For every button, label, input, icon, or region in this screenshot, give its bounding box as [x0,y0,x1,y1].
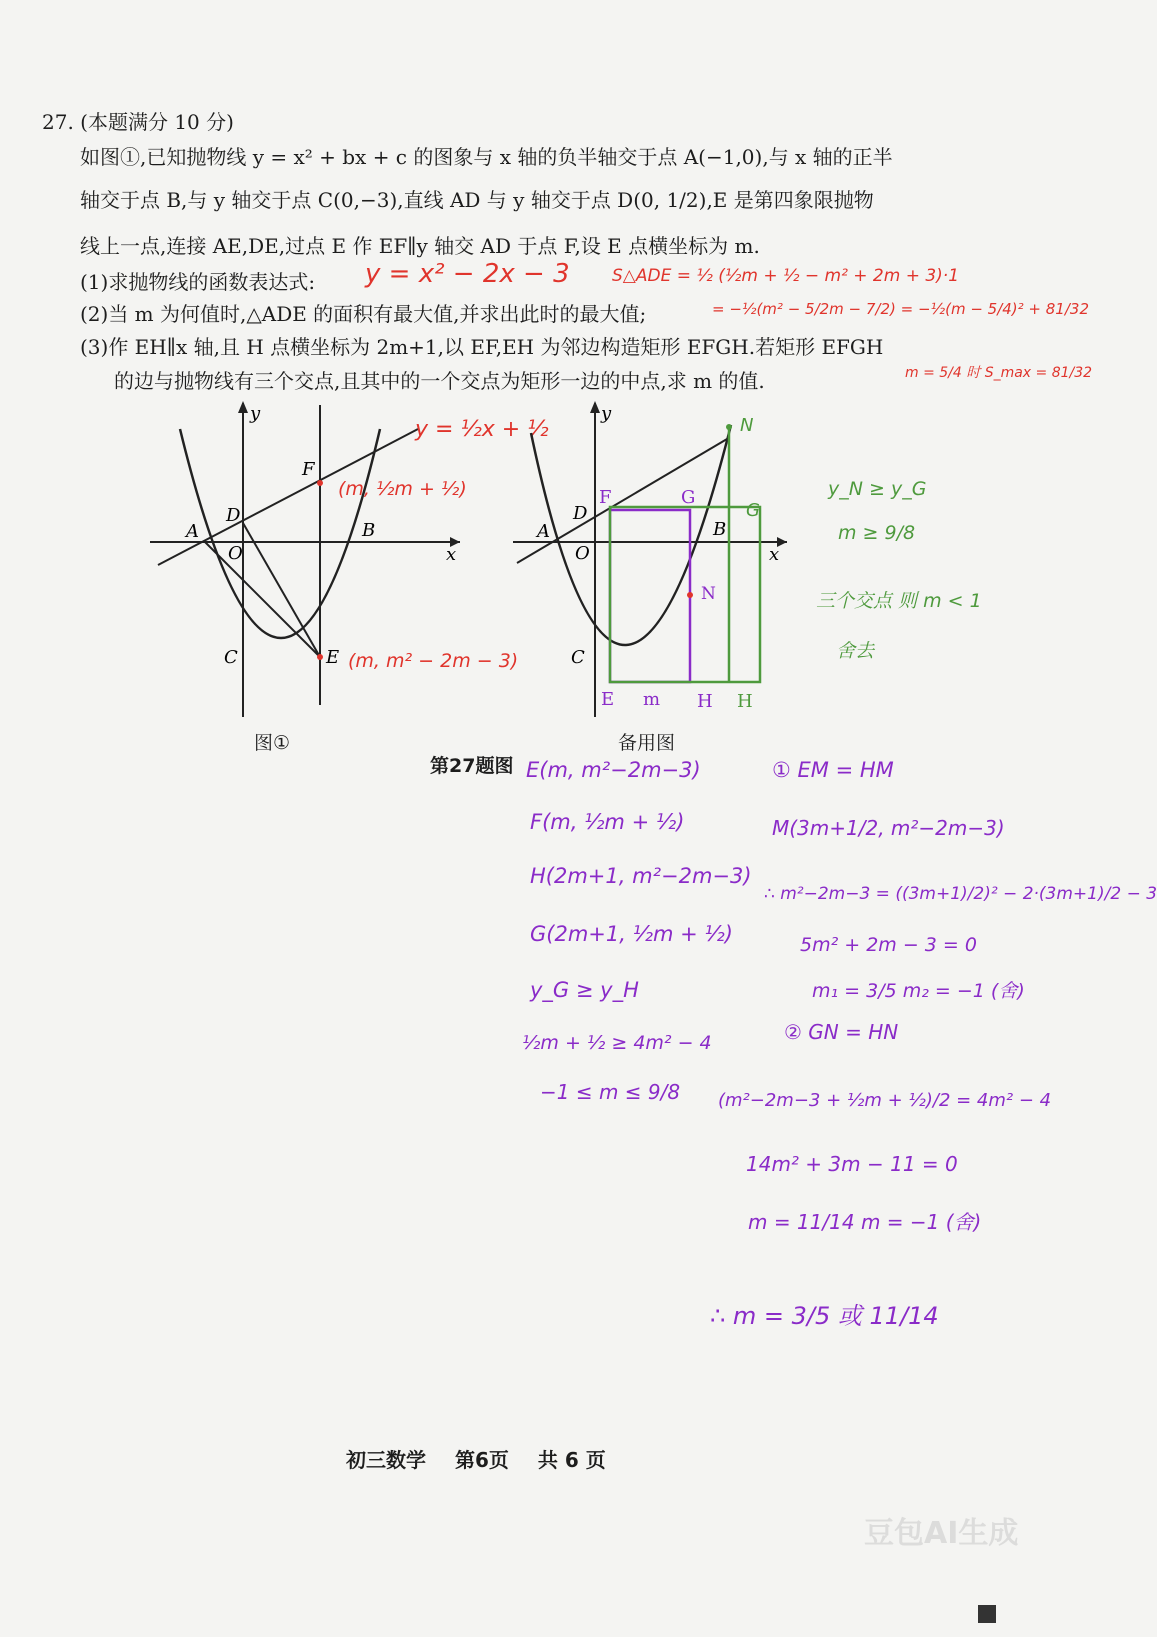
purple-right-4: 5m² + 2m − 3 = 0 [800,934,977,956]
label-D: D [226,505,241,526]
y-axis-arrow-2 [590,401,600,413]
label-O: O [228,543,243,564]
question-3a: (3)作 EH∥x 轴,且 H 点横坐标为 2m+1,以 EF,EH 为邻边构造矩形 EFGH.若矩形 EFGH [80,335,884,359]
purple-right-2: M(3m+1/2, m²−2m−3) [772,816,1005,840]
qr-code-icon [978,1605,996,1623]
point-N-green-marker [726,424,732,430]
label-m-2: m [643,689,661,710]
line-equation: y = ½x + ½ [415,417,549,442]
label-G-green: G [746,500,760,521]
footer-total: 共 6 页 [537,1448,606,1472]
purple-left-2: F(m, ½m + ½) [530,810,685,834]
question-2: (2)当 m 为何值时,△ADE 的面积有最大值,并求出此时的最大值; [80,302,647,326]
label-C-2: C [571,647,585,668]
purple-right-6: ② GN = HN [784,1020,899,1044]
purple-right-7: (m²−2m−3 + ½m + ½)/2 = 4m² − 4 [718,1090,1052,1111]
problem-number: 27. [42,110,74,134]
label-C: C [224,647,238,668]
purple-right-9: m = 11/14 m = −1 (舍) [748,1210,982,1234]
problem-line-2: 轴交于点 B,与 y 轴交于点 C(0,−3),直线 AD 与 y 轴交于点 D(0, 1/2),E 是第四象限抛物 [80,188,874,212]
caption-figure-2: 备用图 [618,732,676,754]
green-note-4: 舍去 [836,640,875,662]
problem-line-1: 如图①,已知抛物线 y = x² + bx + c 的图象与 x 轴的负半轴交于点 A(−1,0),与 x 轴的正半 [80,145,893,169]
label-x-2: x [769,544,780,565]
point-N-marker [687,592,693,598]
point-F-marker [317,480,323,486]
footer-subject: 初三数学 [346,1448,426,1472]
label-N-2: N [701,584,716,604]
parabola [180,429,380,638]
label-E-2: E [601,689,615,710]
answer-1: y = x² − 2x − 3 [365,259,570,289]
figure-1 [140,395,500,725]
problem-score: (本题满分 10 分) [80,110,234,134]
label-B: B [362,520,376,541]
max-value: m = 5/4 时 S_max = 81/32 [905,365,1093,381]
label-H-green: H [737,691,753,712]
label-D-2: D [573,503,588,524]
y-axis-arrow [238,401,248,413]
label-A: A [186,521,199,542]
problem-line-3: 线上一点,连接 AE,DE,过点 E 作 EF∥y 轴交 AD 于点 F,设 E 点横坐标为 m. [80,234,760,258]
rectangle-purple [610,510,690,682]
label-O-2: O [575,543,590,564]
green-note-1: y_N ≥ y_G [828,478,927,500]
area-expression: S△ADE = ½ (½m + ½ − m² + 2m + 3)·1 [612,266,960,286]
label-F: F [302,459,315,480]
question-1: (1)求抛物线的函数表达式: [80,270,316,294]
rectangle-green [610,507,760,682]
label-A-2: A [537,521,550,542]
question-3b: 的边与抛物线有三个交点,且其中的一个交点为矩形一边的中点,求 m 的值. [114,369,765,393]
label-y-2: y [601,403,612,424]
purple-right-8: 14m² + 3m − 11 = 0 [746,1152,958,1176]
point-E-marker [317,654,323,660]
parabola-2 [531,425,731,645]
purple-left-5: y_G ≥ y_H [530,978,639,1002]
green-note-2: m ≥ 9/8 [838,522,916,544]
conclusion: ∴ m = 3/5 或 11/14 [710,1302,939,1330]
purple-right-1: ① EM = HM [772,758,894,782]
label-y: y [250,403,261,424]
caption-main: 第27题图 [430,755,514,777]
purple-right-5: m₁ = 3/5 m₂ = −1 (舍) [812,980,1025,1002]
segment-AE [205,542,320,657]
area-expression-2: = −½(m² − 5/2m − 7/2) = −½(m − 5/4)² + 81/32 [712,300,1089,318]
figure-2 [505,395,795,725]
label-B-2: B [713,519,727,540]
label-x: x [446,544,457,565]
label-E: E [326,647,340,668]
footer-page: 第6页 [454,1448,509,1472]
problem-header [42,106,234,135]
purple-left-4: G(2m+1, ½m + ½) [530,922,733,946]
label-G-2: G [681,487,696,508]
point-E-coords: (m, m² − 2m − 3) [348,650,519,672]
purple-left-6: ½m + ½ ≥ 4m² − 4 [522,1032,712,1054]
label-F-2: F [599,487,612,508]
label-H-purple: H [697,691,713,712]
purple-left-3: H(2m+1, m²−2m−3) [530,864,752,888]
caption-figure-1: 图① [254,732,291,754]
point-F-coords: (m, ½m + ½) [338,478,467,500]
footer [346,1444,606,1473]
green-note-3: 三个交点 则 m < 1 [816,590,982,612]
purple-right-3: ∴ m²−2m−3 = ((3m+1)/2)² − 2·(3m+1)/2 − 3 [764,884,1157,904]
label-N-green: N [740,415,754,436]
purple-left-1: E(m, m²−2m−3) [526,758,701,782]
purple-left-7: −1 ≤ m ≤ 9/8 [540,1080,681,1104]
watermark: 豆包AI生成 [864,1516,1019,1551]
